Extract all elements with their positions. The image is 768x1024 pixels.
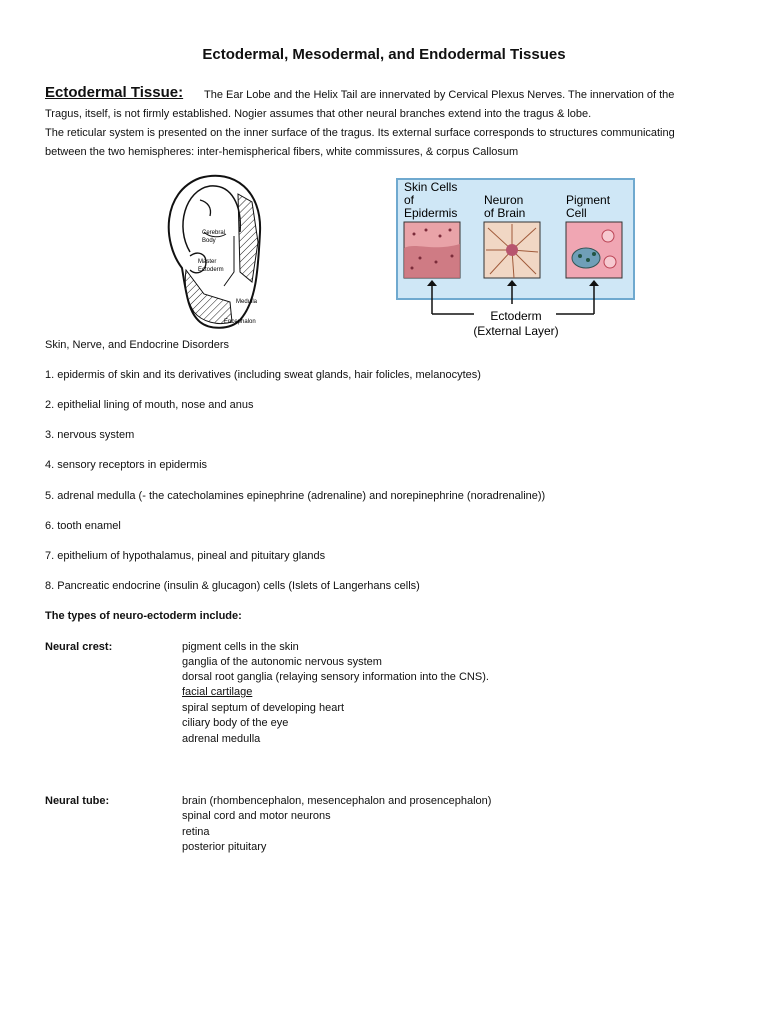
neural-tube-item: brain (rhombencephalon, mesencephalon and prosencephalon) [182, 795, 492, 807]
panel-2-title-2: of Brain [484, 206, 526, 220]
neural-crest-item: facial cartilage [182, 686, 253, 698]
list-item: 7. epithelium of hypothalamus, pineal and pituitary glands [45, 550, 326, 562]
neural-crest-item: dorsal root ganglia (relaying sensory information into the CNS). [182, 671, 489, 683]
neuron-body [506, 244, 518, 256]
figure-caption-1: Ectoderm [490, 309, 542, 323]
neural-crest-item: pigment cells in the skin [182, 641, 299, 653]
neural-tube-item: spinal cord and motor neurons [182, 810, 331, 822]
ear-diagram [160, 172, 270, 332]
ear-label-encephalon: Encephalon [224, 319, 256, 325]
neural-crest-label: Neural crest: [45, 641, 113, 653]
list-item: 1. epidermis of skin and its derivatives (including sweat glands, hair folicles, melanocytes) [45, 369, 481, 381]
intro-line-4: between the two hemispheres: inter-hemispherical fibers, white commissures, & corpus Callosum [45, 146, 519, 158]
neural-tube-item: retina [182, 826, 210, 838]
neural-tube-label: Neural tube: [45, 795, 110, 807]
epidermis-layer [404, 244, 460, 278]
panel-1-title-1: Skin Cells [404, 180, 458, 194]
list-item: 8. Pancreatic endocrine (insulin & glucagon) cells (Islets of Langerhans cells) [45, 580, 420, 592]
neural-crest-item: spiral septum of developing heart [182, 702, 345, 714]
panel-3-title-1: Pigment [566, 193, 611, 207]
list-item: 3. nervous system [45, 429, 135, 441]
list-item: 6. tooth enamel [45, 520, 121, 532]
panel-2-title-1: Neuron [484, 193, 524, 207]
ear-label-body: Body [202, 238, 216, 244]
ectodermal-heading: Ectodermal Tissue: [45, 84, 184, 101]
panel-1-title-3: Epidermis [404, 206, 458, 220]
neural-crest-item: ganglia of the autonomic nervous system [182, 656, 382, 668]
list-item: 4. sensory receptors in epidermis [45, 459, 208, 471]
ectoderm-figure [396, 178, 636, 342]
neural-tube-item: posterior pituitary [182, 841, 267, 853]
intro-line-2: Tragus, itself, is not firmly established. Nogier assumes that other neural branches extend into the tragus & lobe. [45, 108, 592, 120]
section-title: Skin, Nerve, and Endocrine Disorders [45, 339, 230, 351]
figure-caption-2: (External Layer) [473, 324, 559, 338]
neural-crest-item: ciliary body of the eye [182, 717, 289, 729]
intro-line-3: The reticular system is presented on the inner surface of the tragus. Its external surface corresponds to structures communicating [45, 127, 675, 139]
ear-label-medulla: Medulla [236, 299, 258, 305]
types-heading: The types of neuro-ectoderm include: [45, 610, 242, 622]
ear-label-master: Master [198, 259, 217, 265]
neural-crest-item: adrenal medulla [182, 733, 261, 745]
ear-label-ectoderm: Ectoderm [198, 267, 224, 273]
panel-3-title-2: Cell [566, 206, 587, 220]
list-item: 2. epithelial lining of mouth, nose and anus [45, 399, 254, 411]
list-item: 5. adrenal medulla (- the catecholamines epinephrine (adrenaline) and norepinephrine (noradrenaline)) [45, 490, 546, 502]
page-title: Ectodermal, Mesodermal, and Endodermal Tissues [202, 46, 566, 63]
panel-1-title-2: of [404, 193, 415, 207]
ear-label-cerebral: Cerebral [202, 230, 226, 236]
intro-line-1: The Ear Lobe and the Helix Tail are innervated by Cervical Plexus Nerves. The innervation of the [204, 89, 675, 101]
